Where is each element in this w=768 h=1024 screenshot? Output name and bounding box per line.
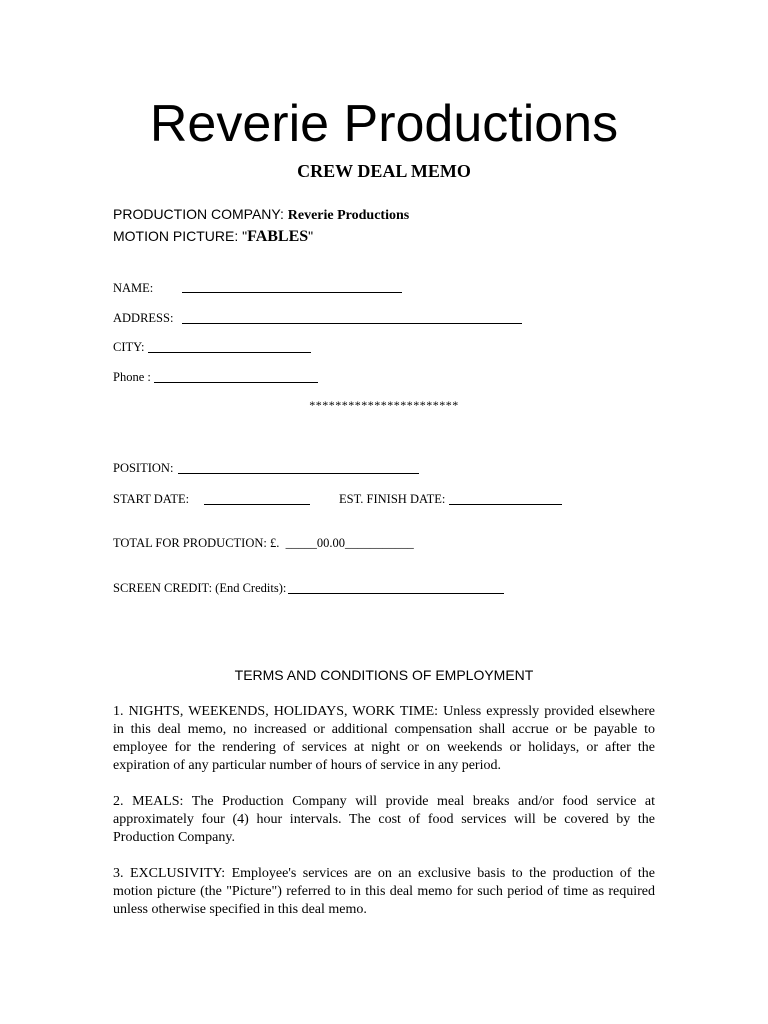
name-field[interactable] (182, 292, 402, 293)
est-finish-date-field[interactable] (449, 504, 562, 505)
company-title: Reverie Productions (149, 95, 619, 153)
section-separator: *********************** (309, 398, 459, 412)
address-label: ADDRESS: (113, 311, 174, 325)
motion-picture-value: FABLES (247, 228, 309, 245)
address-field[interactable] (182, 323, 522, 324)
phone-field[interactable] (154, 382, 318, 383)
total-suffix-blank[interactable]: ___________ (345, 536, 414, 550)
total-prefix-blank[interactable]: _____ (285, 536, 317, 550)
total-production-line (113, 535, 414, 551)
motion-picture-close-quote: " (308, 228, 314, 244)
clause-meals: 2. MEALS: The Production Company will provide meal breaks and/or food service at approximately four (4) hour intervals. The cost of food services will be covered by the Production Company. (113, 794, 655, 845)
motion-picture-open-quote: " (242, 228, 248, 244)
position-field[interactable] (178, 473, 419, 474)
clause-nights-weekends: 1. NIGHTS, WEEKENDS, HOLIDAYS, WORK TIME: Unless expressly provided elsewhere in this deal memo, no increased or additional compensation shall accrue or be payable to employee for the rendering of services at night or on weekends or holidays, or after the expiration of any particular number of hours of service in any period. (113, 704, 655, 773)
memo-title: CREW DEAL MEMO (297, 161, 471, 181)
start-date-label: START DATE: (113, 492, 190, 506)
terms-heading: TERMS AND CONDITIONS OF EMPLOYMENT (234, 667, 534, 683)
city-field[interactable] (148, 352, 311, 353)
est-finish-date-label: EST. FINISH DATE: (339, 492, 446, 506)
total-label: TOTAL FOR PRODUCTION: £. (113, 536, 280, 550)
position-label: POSITION: (113, 461, 174, 475)
city-label: CITY: (113, 340, 145, 354)
screen-credit-label: SCREEN CREDIT: (End Credits): (113, 581, 287, 595)
production-company-line (113, 205, 409, 225)
motion-picture-line (113, 226, 313, 248)
start-date-field[interactable] (204, 504, 310, 505)
name-label: NAME: (113, 281, 154, 295)
total-value: 00.00 (316, 536, 345, 550)
production-company-label: PRODUCTION COMPANY: (113, 206, 288, 222)
clause-exclusivity: 3. EXCLUSIVITY: Employee's services are on an exclusive basis to the production of the motion picture (the "Picture") referred to in this deal memo for such period of time as required unless otherwise specified in this deal memo. (113, 866, 655, 917)
phone-label: Phone : (113, 370, 151, 384)
screen-credit-field[interactable] (288, 593, 504, 594)
motion-picture-label: MOTION PICTURE: (113, 228, 243, 244)
production-company-value: Reverie Productions (287, 208, 410, 223)
